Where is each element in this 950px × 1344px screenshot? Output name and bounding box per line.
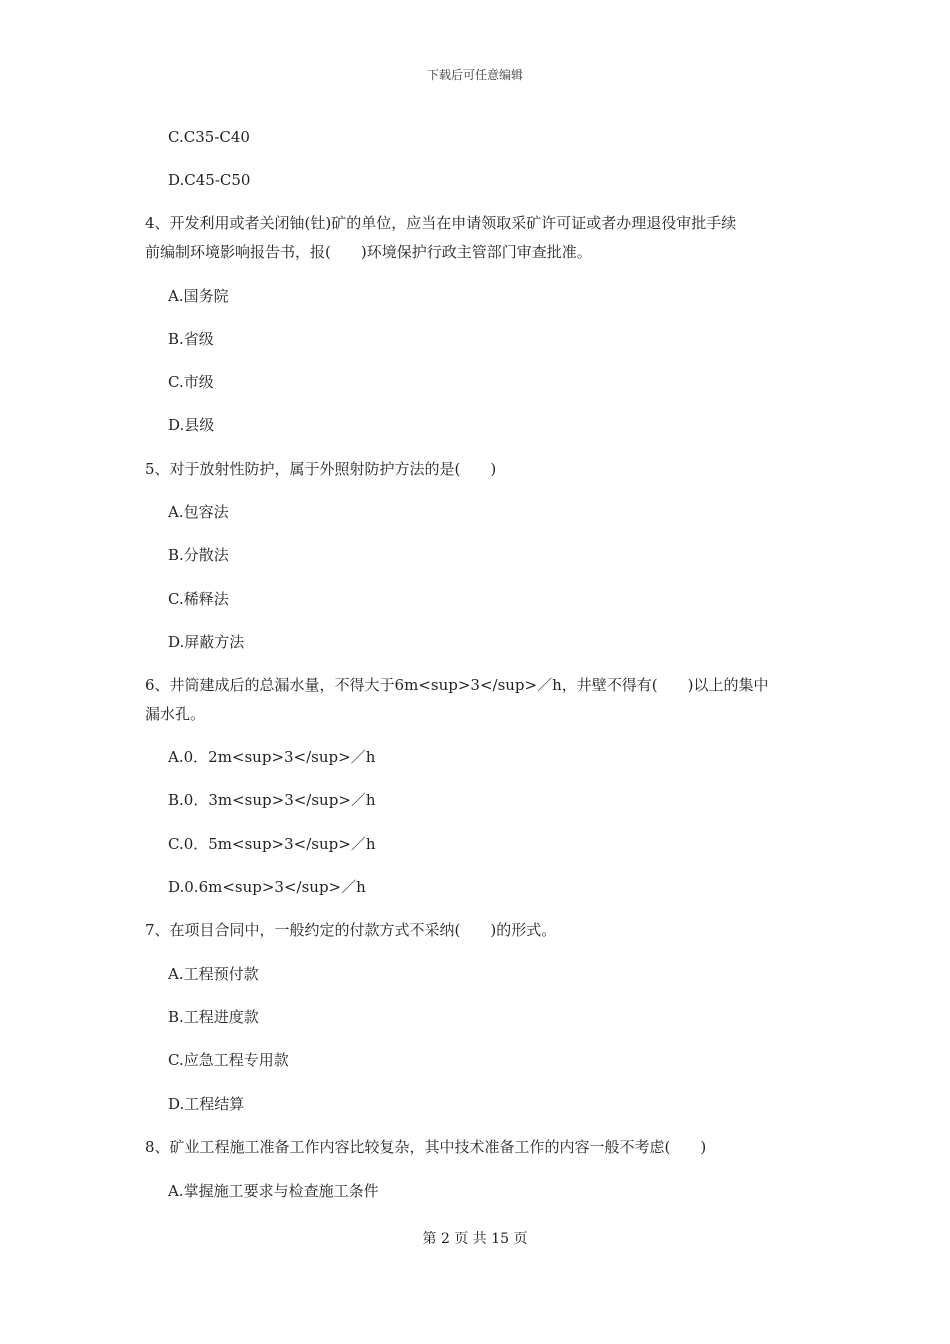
q6-stem-line1: 6、井筒建成后的总漏水量，不得大于6m<sup>3</sup>／h，井壁不得有( )以上的集中 (145, 676, 769, 694)
q4-option-c: C.市级 (168, 373, 214, 391)
q4-stem-line1: 4、开发利用或者关闭铀(钍)矿的单位，应当在申请领取采矿许可证或者办理退役审批手续 (145, 214, 737, 232)
q8-option-a: A.掌握施工要求与检查施工条件 (168, 1182, 379, 1200)
q6-option-c: C.0．5m<sup>3</sup>／h (168, 835, 376, 853)
page-footer: 第 2 页 共 15 页 (422, 1231, 528, 1247)
q7-option-c: C.应急工程专用款 (168, 1051, 289, 1069)
page-header: 下载后可任意编辑 (426, 68, 523, 82)
q5-stem-line1: 5、对于放射性防护，属于外照射防护方法的是( ) (145, 460, 497, 478)
q6-stem-line2: 漏水孔。 (145, 705, 206, 723)
q5-option-a: A.包容法 (168, 503, 229, 521)
q4-option-a: A.国务院 (168, 287, 229, 305)
q7-option-b: B.工程进度款 (168, 1008, 259, 1026)
q5-option-d: D.屏蔽方法 (168, 633, 245, 651)
q3-option-c: C.C35-C40 (168, 128, 250, 146)
q6-option-d: D.0.6m<sup>3</sup>／h (168, 878, 366, 896)
q7-option-a: A.工程预付款 (168, 965, 259, 983)
q4-option-b: B.省级 (168, 330, 214, 348)
q3-option-d: D.C45-C50 (168, 171, 251, 189)
q4-stem-line2: 前编制环境影响报告书，报( )环境保护行政主管部门审查批准。 (145, 243, 592, 261)
q6-option-a: A.0．2m<sup>3</sup>／h (168, 748, 376, 766)
q8-stem-line1: 8、矿业工程施工准备工作内容比较复杂，其中技术准备工作的内容一般不考虑( ) (145, 1138, 707, 1156)
q6-option-b: B.0．3m<sup>3</sup>／h (168, 791, 376, 809)
q5-option-b: B.分散法 (168, 546, 229, 564)
q4-option-d: D.县级 (168, 416, 215, 434)
q5-option-c: C.稀释法 (168, 590, 229, 608)
q7-stem-line1: 7、在项目合同中，一般约定的付款方式不采纳( )的形式。 (145, 921, 557, 939)
q7-option-d: D.工程结算 (168, 1095, 245, 1113)
